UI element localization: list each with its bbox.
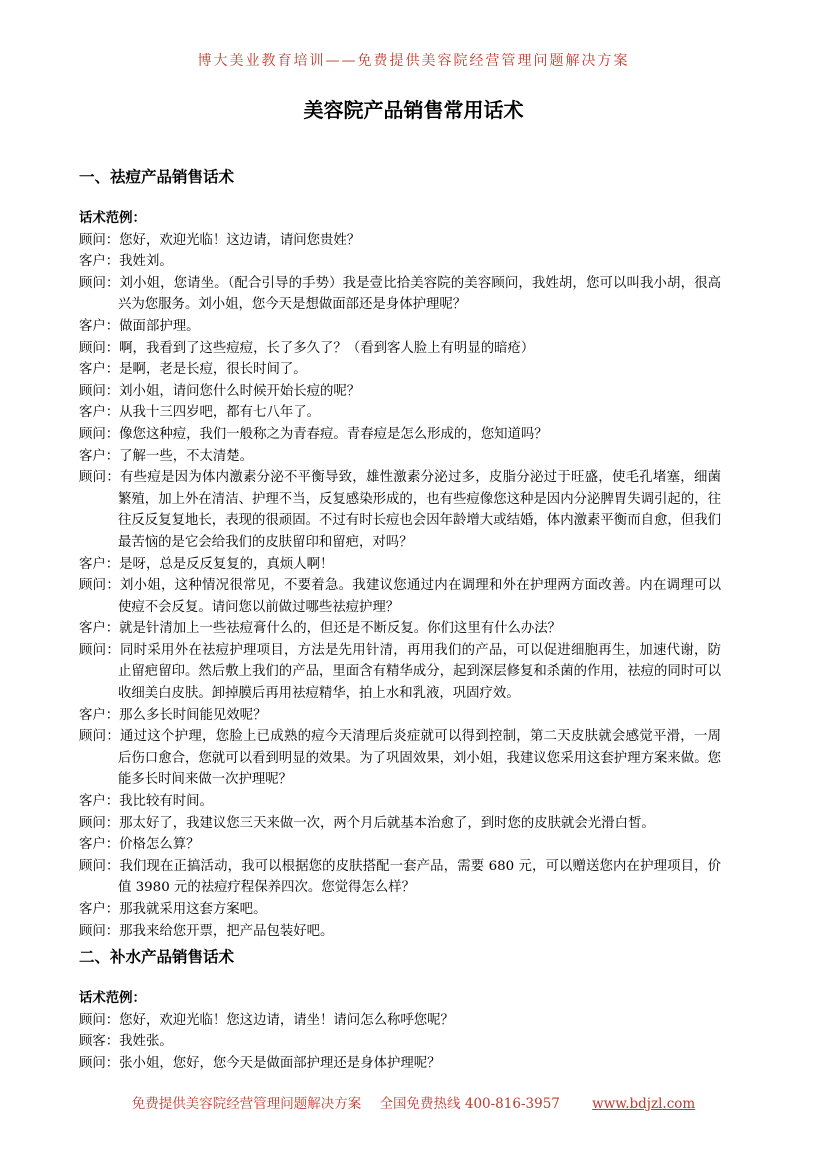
dialogue-line: 客户：就是针清加上一些祛痘膏什么的，但还是不断反复。你们这里有什么办法？ xyxy=(79,621,562,637)
section-heading-hydration: 二、补水产品销售话术 xyxy=(79,947,235,967)
dialogue-line: 客户：价格怎么算？ xyxy=(79,837,200,853)
dialogue-line: 顾问：啊，我看到了这些痘痘，长了多久了？（看到客人脸上有明显的暗疮） xyxy=(79,340,535,356)
dialogue-line: 客户：我比较有时间。 xyxy=(79,794,213,810)
footer-text: 免费提供美容院经营管理问题解决方案 xyxy=(131,1096,362,1112)
dialogue-line: 客户：从我十三四岁吧，都有七八年了。 xyxy=(79,405,321,421)
dialogue-line: 顾问：我们现在正搞活动，我可以根据您的皮肤搭配一套产品，需要 680 元，可以赠送您内在护理项目，价值 3980 元的祛痘疗程保养四次。您觉得怎么样？ xyxy=(79,858,721,896)
dialogue-line: 顾问：那我来给您开票，把产品包装好吧。 xyxy=(79,923,334,939)
dialogue-line: 顾问：同时采用外在祛痘护理项目，方法是先用针清，再用我们的产品，可以促进细胞再生，加速代谢，防止留疤留印。然后敷上我们的产品，里面含有精华成分，起到深层修复和杀菌的作用，祛痘的同时可以收细美白皮肤。卸掉膜后再用祛痘精华，拍上水和乳液，巩固疗效。 xyxy=(79,642,721,702)
page-footer xyxy=(0,1092,827,1112)
dialogue-line: 客户：了解一些，不太清楚。 xyxy=(79,448,254,464)
example-label: 话术范例： xyxy=(79,990,146,1007)
example-label: 话术范例： xyxy=(79,210,146,226)
document-body xyxy=(79,166,721,1075)
dialogue-line: 顾问：刘小姐，这种情况很常见，不要着急。我建议您通过内在调理和外在护理两方面改善。内在调理可以使痘不会反复。请问您以前做过哪些祛痘护理？ xyxy=(79,578,721,615)
dialogue-line: 客户：我姓刘。 xyxy=(79,254,173,270)
dialogue-line: 客户：那么多长时间能见效呢？ xyxy=(79,707,267,723)
page-header: 博大美业教育培训——免费提供美容院经营管理问题解决方案 xyxy=(197,53,630,69)
dialogue-line: 顾客：我姓张。 xyxy=(79,1034,173,1050)
footer-hotline: 全国免费热线 400-816-3957 xyxy=(379,1096,560,1112)
dialogue-line: 顾问：您好，欢迎光临！您这边请，请坐！请问怎么称呼您呢？ xyxy=(79,1012,454,1028)
dialogue-line: 客户：做面部护理。 xyxy=(79,318,200,334)
section-heading-acne: 一、祛痘产品销售话术 xyxy=(79,167,235,186)
dialogue-line: 客户：那我就采用这套方案吧。 xyxy=(79,902,267,917)
dialogue-line: 顾问：刘小姐，您请坐。（配合引导的手势）我是壹比拾美容院的美容顾问，我姓胡，您可以叫我小胡，很高兴为您服务。刘小姐，您今天是想做面部还是身体护理呢？ xyxy=(79,275,721,313)
dialogue-line: 顾问：您好，欢迎光临！这边请，请问您贵姓？ xyxy=(79,232,361,248)
dialogue-line: 顾问：像您这种痘，我们一般称之为青春痘。青春痘是怎么形成的，您知道吗？ xyxy=(79,426,548,442)
document-title: 美容院产品销售常用话术 xyxy=(303,98,524,122)
dialogue-line: 客户：是啊，老是长痘，很长时间了。 xyxy=(79,362,307,378)
dialogue-line: 顾问：张小姐，您好，您今天是做面部护理还是身体护理呢？ xyxy=(79,1055,441,1071)
dialogue-line: 顾问：通过这个护理，您脸上已成熟的痘今天清理后炎症就可以得到控制，第二天皮肤就会感觉平滑，一周后伤口愈合，您就可以看到明显的效果。为了巩固效果，刘小姐，我建议您采用这套护理方案来做。您能多长时间来做一次护理呢？ xyxy=(79,729,721,788)
footer-website-link[interactable]: www.bdjzl.com xyxy=(592,1096,696,1112)
dialogue-line: 顾问：那太好了，我建议您三天来做一次，两个月后就基本治愈了，到时您的皮肤就会光滑白皙。 xyxy=(79,815,655,831)
dialogue-list-hydration xyxy=(79,1010,721,1075)
dialogue-line: 顾问：刘小姐，请问您什么时候开始长痘的呢？ xyxy=(79,383,361,399)
dialogue-line: 客户：是呀，总是反反复复的，真烦人啊！ xyxy=(79,556,334,572)
dialogue-line: 顾问：有些痘是因为体内激素分泌不平衡导致，雄性激素分泌过多，皮脂分泌过于旺盛，使毛孔堵塞，细菌繁殖，加上外在清洁、护理不当，反复感染形成的，也有些痘像您这种是因内分泌脾胃失调引起的，往往反反复复地长，表现的很顽固。不过有时长痘也会因年龄增大或结婚，体内激素平衡而自愈，但我们最苦恼的是它会给我们的皮肤留印和留疤，对吗？ xyxy=(79,470,721,550)
dialogue-list-acne xyxy=(79,230,721,943)
